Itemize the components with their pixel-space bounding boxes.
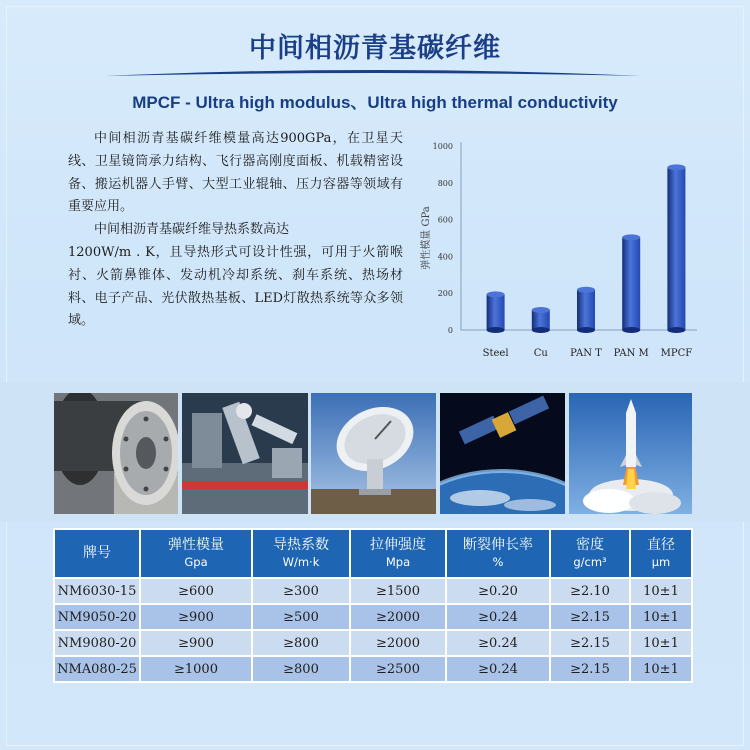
cell-grade: NM6030-15 bbox=[54, 578, 140, 604]
chart-bar bbox=[622, 234, 640, 333]
cell-density: ≥2.10 bbox=[550, 578, 630, 604]
header-elongation: 断裂伸长率 % bbox=[446, 529, 550, 578]
photo-robot-arm bbox=[182, 393, 308, 514]
table-row bbox=[54, 578, 692, 604]
chart-bar bbox=[577, 287, 595, 333]
x-tick-label: PAN T bbox=[570, 348, 602, 359]
table-header-row bbox=[54, 529, 692, 578]
cell-modulus: ≥900 bbox=[140, 630, 252, 656]
cell-tensile: ≥1500 bbox=[350, 578, 446, 604]
table-row bbox=[54, 630, 692, 656]
chart-bar bbox=[667, 164, 685, 333]
cell-density: ≥2.15 bbox=[550, 656, 630, 682]
header-grade: 牌号 bbox=[54, 529, 140, 578]
title-underline-swoosh bbox=[100, 66, 650, 82]
chart-bar bbox=[487, 291, 505, 333]
header-density: 密度 g/cm³ bbox=[550, 529, 630, 578]
page-subtitle: MPCF - Ultra high modulus、Ultra high thermal conductivity bbox=[132, 93, 618, 112]
photo-satellite-dish bbox=[311, 393, 436, 514]
modulus-bar-chart bbox=[415, 130, 705, 370]
description-paragraph-2-cont: 1200W/m . K，且导热形式可设计性强，可用于火箭喉衬、火箭鼻锥体、发动机冷却系统、刹车系统、热场材料、电子产品、光伏散热基板、LED灯散热系统等众多领域。 bbox=[68, 244, 403, 329]
header-thermal-conductivity: 导热系数 W/m·k bbox=[252, 529, 350, 578]
rocket-icon bbox=[569, 393, 692, 514]
cell-elongation: ≥0.24 bbox=[446, 656, 550, 682]
photo-rocket-launch bbox=[569, 393, 692, 514]
description-paragraph-2: 中间相沥青基碳纤维导热系数高达 bbox=[94, 222, 290, 238]
photo-industrial-roller bbox=[54, 393, 178, 514]
satellite-icon bbox=[440, 393, 565, 514]
description-text bbox=[68, 128, 403, 333]
chart-bar bbox=[532, 307, 550, 333]
cell-modulus: ≥900 bbox=[140, 604, 252, 630]
x-tick-label: PAN M bbox=[613, 348, 649, 359]
x-tick-label: Cu bbox=[533, 348, 548, 359]
page-title: 中间相沥青基碳纤维 bbox=[249, 33, 501, 64]
y-tick-label: 1000 bbox=[432, 142, 453, 151]
y-tick-label: 400 bbox=[437, 252, 453, 262]
spec-table bbox=[53, 528, 693, 683]
robot-icon bbox=[182, 393, 308, 514]
description-paragraph-1: 中间相沥青基碳纤维模量高达900GPa，在卫星天线、卫星镜筒承力结构、飞行器高刚度面板、机载精密设备、搬运机器人手臂、大型工业辊轴、压力容器等领域有重要应用。 bbox=[68, 131, 403, 215]
cell-diameter: 10±1 bbox=[630, 630, 692, 656]
cell-elongation: ≥0.24 bbox=[446, 630, 550, 656]
cell-diameter: 10±1 bbox=[630, 656, 692, 682]
header-tensile-strength: 拉伸强度 Mpa bbox=[350, 529, 446, 578]
y-tick-label: 600 bbox=[437, 215, 453, 225]
cell-grade: NM9080-20 bbox=[54, 630, 140, 656]
x-tick-label: Steel bbox=[482, 348, 509, 359]
cell-diameter: 10±1 bbox=[630, 578, 692, 604]
y-axis-label: 弹性模量 GPa bbox=[421, 206, 432, 270]
cell-grade: NM9050-20 bbox=[54, 604, 140, 630]
cell-diameter: 10±1 bbox=[630, 604, 692, 630]
cell-modulus: ≥600 bbox=[140, 578, 252, 604]
cell-elongation: ≥0.20 bbox=[446, 578, 550, 604]
table-row bbox=[54, 604, 692, 630]
cell-grade: NMA080-25 bbox=[54, 656, 140, 682]
cell-density: ≥2.15 bbox=[550, 604, 630, 630]
cell-modulus: ≥1000 bbox=[140, 656, 252, 682]
cell-tensile: ≥2500 bbox=[350, 656, 446, 682]
y-tick-label: 800 bbox=[437, 178, 453, 188]
cell-thermal: ≥800 bbox=[252, 630, 350, 656]
cell-density: ≥2.15 bbox=[550, 630, 630, 656]
cell-elongation: ≥0.24 bbox=[446, 604, 550, 630]
cell-thermal: ≥300 bbox=[252, 578, 350, 604]
header-modulus: 弹性模量 Gpa bbox=[140, 529, 252, 578]
header-diameter: 直径 μm bbox=[630, 529, 692, 578]
roller-icon bbox=[54, 393, 178, 514]
dish-icon bbox=[311, 393, 436, 514]
photo-satellite-orbit bbox=[440, 393, 565, 514]
cell-tensile: ≥2000 bbox=[350, 630, 446, 656]
x-tick-label: MPCF bbox=[660, 348, 693, 359]
cell-tensile: ≥2000 bbox=[350, 604, 446, 630]
table-row bbox=[54, 656, 692, 682]
y-tick-label: 0 bbox=[447, 326, 453, 335]
cell-thermal: ≥500 bbox=[252, 604, 350, 630]
y-tick-label: 200 bbox=[437, 289, 453, 299]
cell-thermal: ≥800 bbox=[252, 656, 350, 682]
